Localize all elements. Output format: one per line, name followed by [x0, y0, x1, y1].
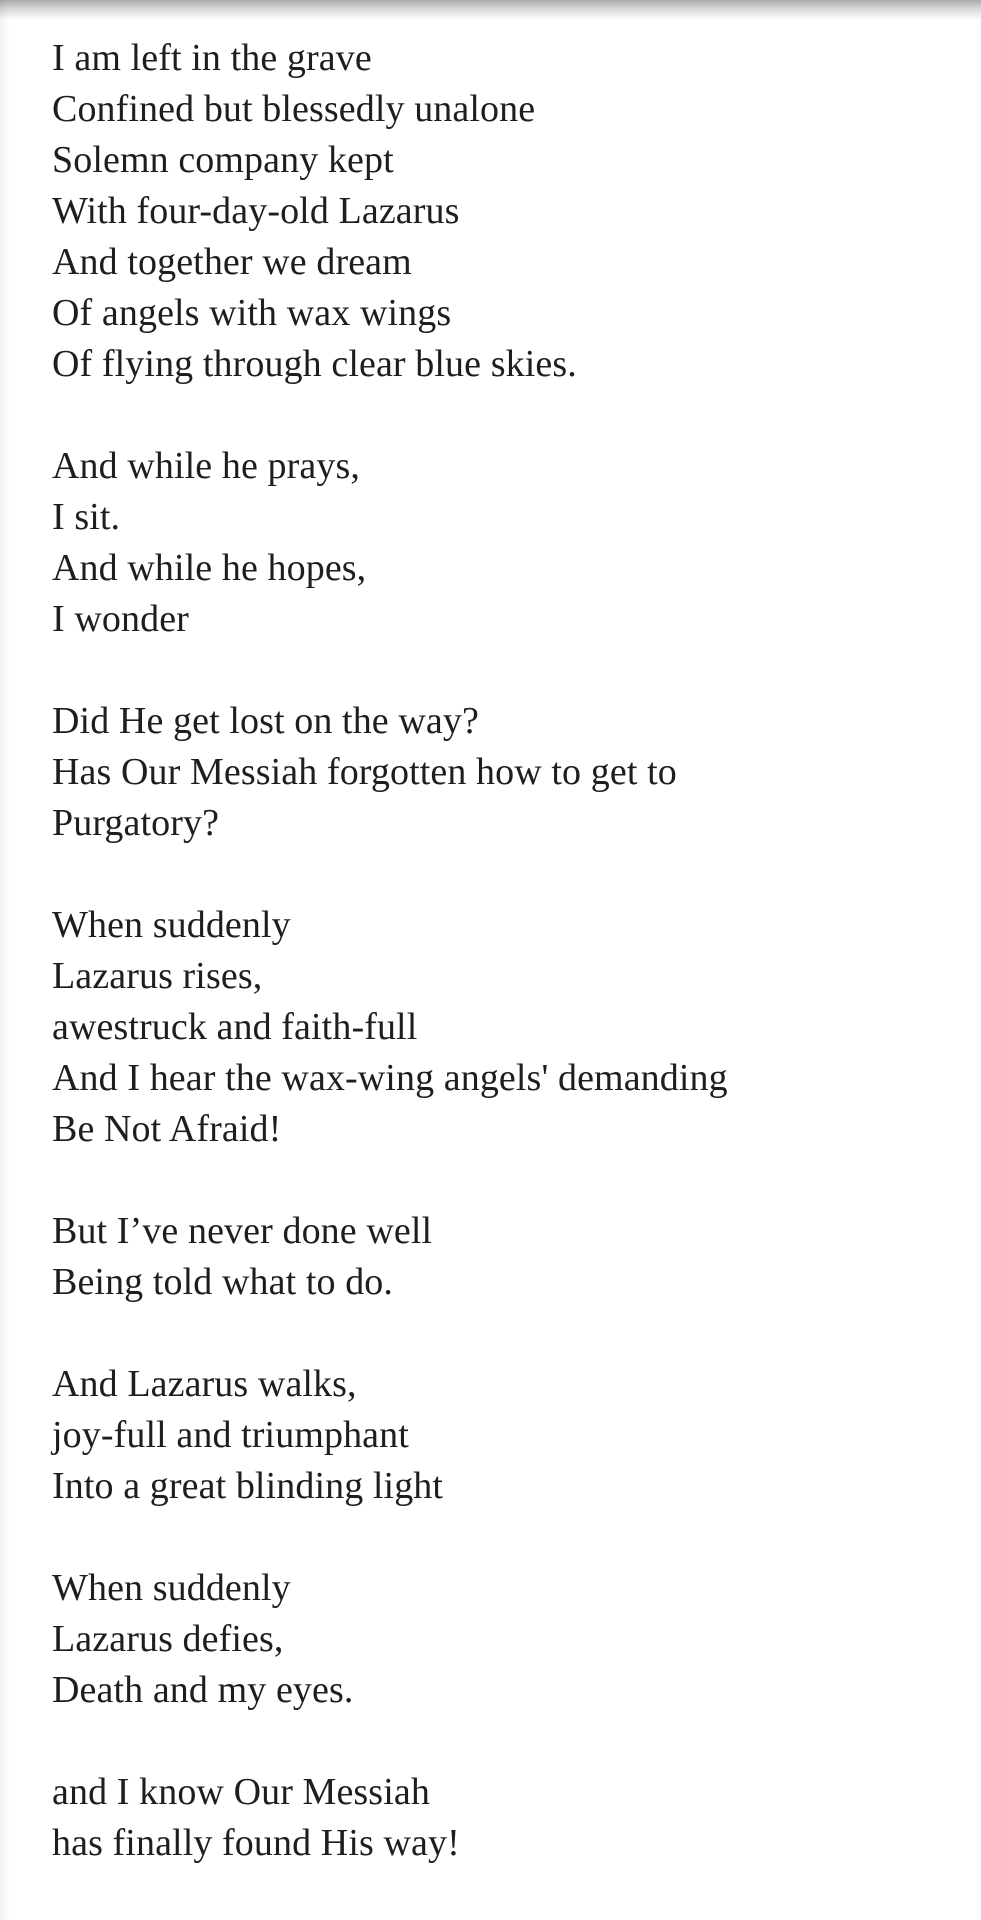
- poem-stanza: [52, 696, 951, 849]
- poem-stanza: [52, 441, 951, 645]
- poem-line: And while he prays,: [52, 445, 360, 487]
- poem-line: I wonder: [52, 598, 189, 640]
- poem-line: Confined but blessedly unalone: [52, 88, 536, 130]
- poem-line: When suddenly: [52, 1567, 291, 1609]
- poem-line: Lazarus rises,: [52, 955, 263, 997]
- poem-stanza: [52, 33, 951, 390]
- poem-stanza: [52, 900, 951, 1155]
- poem-line: awestruck and faith-full: [52, 1006, 418, 1048]
- poem-line: Be Not Afraid!: [52, 1108, 282, 1150]
- poem-line: Did He get lost on the way?: [52, 700, 479, 742]
- poem-line: And together we dream: [52, 241, 412, 283]
- poem-line: I am left in the grave: [52, 37, 372, 79]
- poem-line: And I hear the wax-wing angels' demanding: [52, 1057, 728, 1099]
- poem-stanza: [52, 1563, 951, 1716]
- poem-stanza: [52, 1767, 951, 1869]
- poem-line: Into a great blinding light: [52, 1465, 444, 1507]
- poem-line: And while he hopes,: [52, 547, 367, 589]
- poem-line: Solemn company kept: [52, 139, 394, 181]
- poem-line: And Lazarus walks,: [52, 1363, 357, 1405]
- poem-line: Has Our Messiah forgotten how to get to: [52, 751, 677, 793]
- poem-line: Being told what to do.: [52, 1261, 394, 1303]
- poem-stanza: [52, 1206, 951, 1308]
- poem-line: Of flying through clear blue skies.: [52, 343, 577, 385]
- poem-line: When suddenly: [52, 904, 291, 946]
- poem-stanza: [52, 1359, 951, 1512]
- poem-line: Purgatory?: [52, 802, 220, 844]
- poem-line: I sit.: [52, 496, 121, 538]
- poem-line: With four-day-old Lazarus: [52, 190, 460, 232]
- poem-line: Death and my eyes.: [52, 1669, 354, 1711]
- poem-line: joy-full and triumphant: [52, 1414, 409, 1456]
- poem-line: Lazarus defies,: [52, 1618, 284, 1660]
- poem-line: Of angels with wax wings: [52, 292, 452, 334]
- poem-line: has finally found His way!: [52, 1822, 460, 1864]
- poem-line: But I’ve never done well: [52, 1210, 433, 1252]
- poem-line: and I know Our Messiah: [52, 1771, 430, 1813]
